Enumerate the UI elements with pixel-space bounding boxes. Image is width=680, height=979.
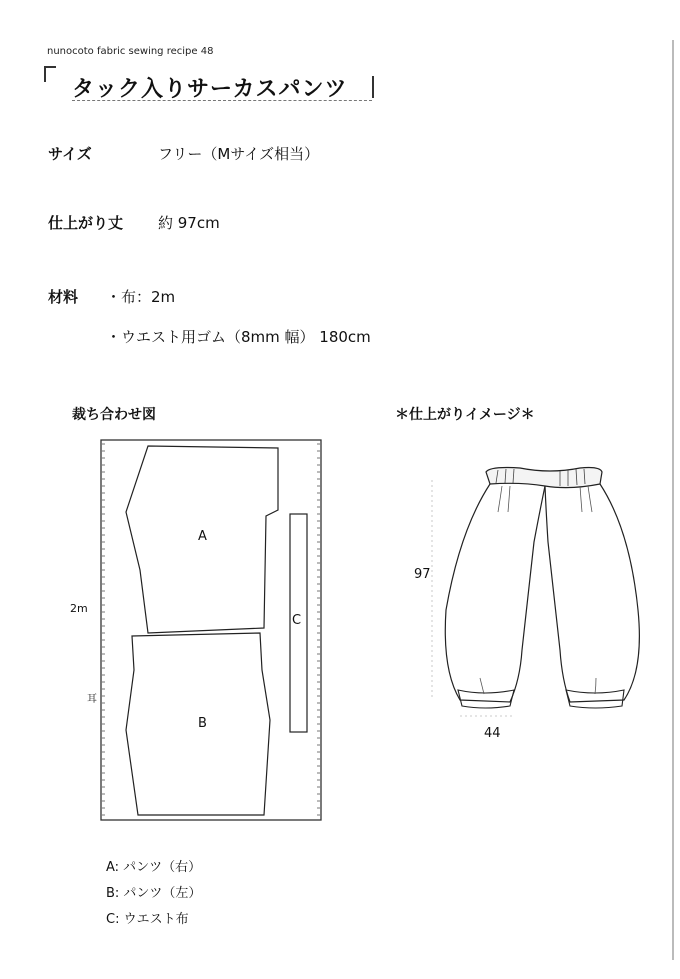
cutting-layout-diagram	[60, 430, 340, 830]
piece-a-label: A	[198, 529, 207, 544]
size-label: サイズ	[48, 145, 92, 163]
size-value: フリー（Mサイズ相当）	[158, 145, 320, 163]
length-value: 約 97cm	[158, 214, 220, 232]
finished-pants-illustration	[410, 450, 660, 730]
fabric-length-label: 2m	[70, 602, 88, 615]
material-item-fabric: ・布：2m	[106, 288, 176, 306]
title-bracket-right	[372, 76, 374, 98]
tuck-lines	[480, 486, 596, 694]
left-cuff	[458, 690, 514, 708]
page-title: タック入りサーカスパンツ	[72, 77, 348, 102]
legend-item-b: B: パンツ（左）	[106, 886, 202, 901]
title-block	[44, 66, 378, 102]
materials-label: 材料	[48, 288, 79, 306]
title-underline	[72, 100, 372, 101]
legend-item-c: C: ウエスト布	[106, 912, 189, 927]
hem-width-value: 44	[484, 726, 501, 741]
title-bracket-left	[44, 66, 56, 82]
length-label: 仕上がり丈	[48, 214, 124, 232]
cutting-layout-heading: 裁ち合わせ図	[72, 407, 156, 423]
legend-item-a: A: パンツ（右）	[106, 860, 202, 875]
selvage-label: 耳	[87, 694, 97, 705]
left-leg	[445, 484, 545, 702]
page-edge-divider	[672, 40, 674, 960]
right-leg	[545, 484, 639, 702]
finished-image-heading: ＊仕上がりイメージ＊	[395, 407, 535, 423]
piece-c-label: C	[292, 613, 302, 628]
piece-b-label: B	[198, 716, 207, 731]
recipe-number-line: nunocoto fabric sewing recipe 48	[47, 46, 214, 57]
material-item-elastic: ・ウエスト用ゴム（8mm 幅） 180cm	[106, 328, 371, 346]
finished-length-value: 97	[414, 567, 431, 582]
